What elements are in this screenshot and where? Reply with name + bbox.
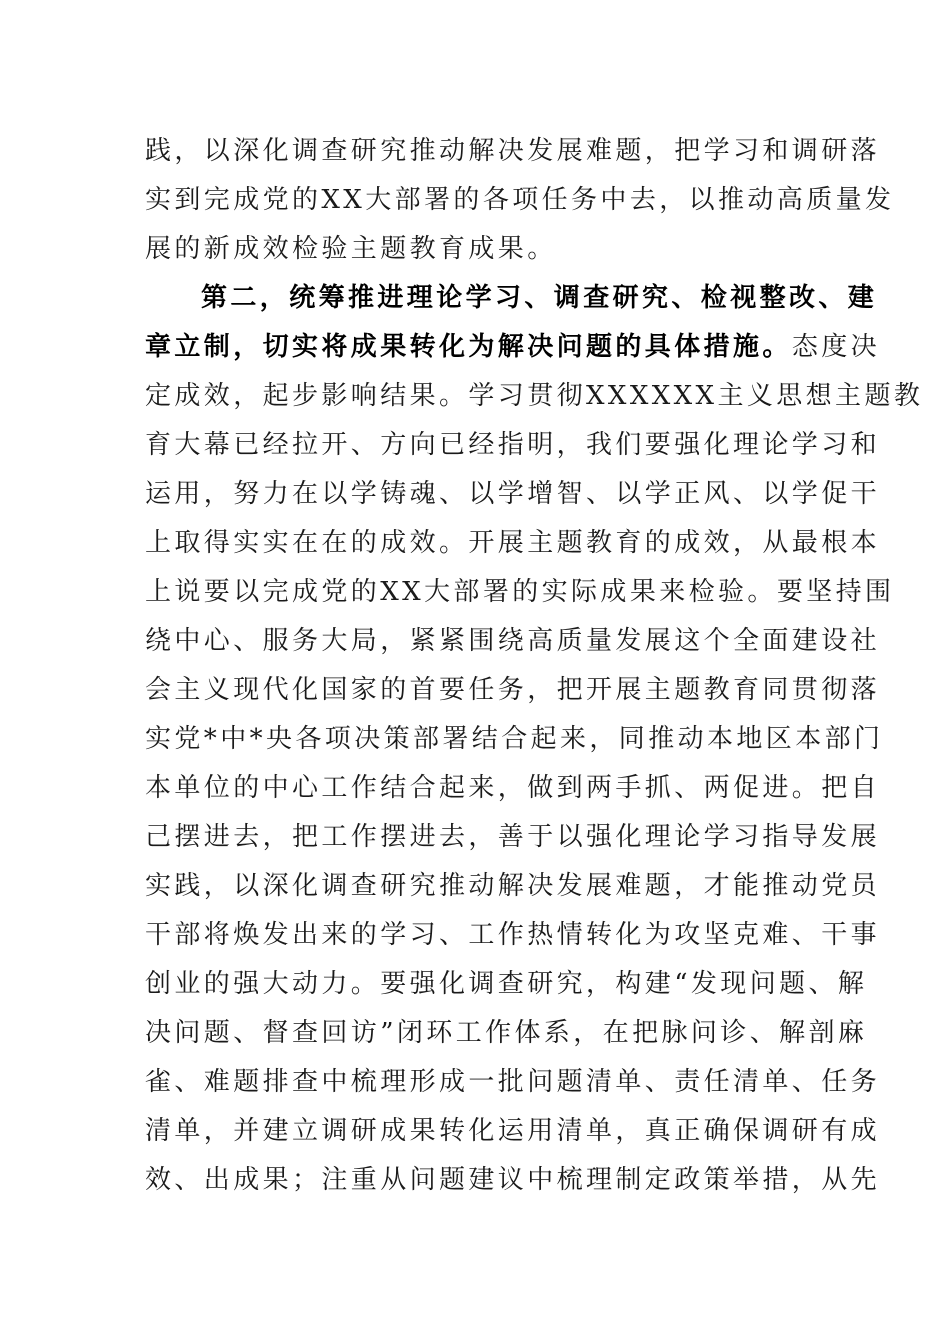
paragraph-2-line: 雀、难题排查中梳理形成一批问题清单、责任清单、任务 [145, 1067, 881, 1097]
document-page [145, 127, 924, 1205]
paragraph-2-line: 本单位的中心工作结合起来，做到两手抓、两促进。把自 [145, 773, 881, 803]
paragraph-2-line-2-rest: 态度决 [791, 332, 881, 362]
paragraph-2-line: 上说要以完成党的XX大部署的实际成果来检验。要坚持围 [145, 577, 895, 607]
paragraph-2-line: 清单，并建立调研成果转化运用清单，真正确保调研有成 [145, 1116, 881, 1146]
paragraph-2-line: 育大幕已经拉开、方向已经指明，我们要强化理论学习和 [145, 430, 881, 460]
paragraph-2-line-2 [145, 323, 881, 372]
paragraph-2-line: 效、出成果；注重从问题建议中梳理制定政策举措，从先 [145, 1165, 881, 1195]
paragraph-2-line-1 [145, 274, 878, 323]
paragraph-2-heading-part-1: 第二，统筹推进理论学习、调查研究、检视整改、建 [201, 283, 878, 313]
paragraph-2-line: 实践，以深化调查研究推动解决发展难题，才能推动党员 [145, 871, 881, 901]
paragraph-2-heading-part-2: 章立制，切实将成果转化为解决问题的具体措施。 [145, 332, 792, 362]
paragraph-2-line: 绕中心、服务大局，紧紧围绕高质量发展这个全面建设社 [145, 626, 881, 656]
paragraph-2-line: 上取得实实在在的成效。开展主题教育的成效，从最根本 [145, 528, 881, 558]
paragraph-2-line: 己摆进去，把工作摆进去，善于以强化理论学习指导发展 [145, 822, 881, 852]
paragraph-2-line: 决问题、督查回访”闭环工作体系，在把脉问诊、解剖麻 [145, 1018, 868, 1048]
paragraph-1-line-1: 践，以深化调查研究推动解决发展难题，把学习和调研落 [145, 136, 881, 166]
paragraph-2-line: 会主义现代化国家的首要任务，把开展主题教育同贯彻落 [145, 675, 881, 705]
paragraph-2-line: 创业的强大动力。要强化调查研究，构建“发现问题、解 [145, 969, 868, 999]
paragraph-2-line: 定成效，起步影响结果。学习贯彻XXXXXX主义思想主题教 [145, 381, 924, 411]
paragraph-2-line: 实党*中*央各项决策部署结合起来，同推动本地区本部门 [145, 724, 884, 754]
paragraph-2-line: 运用，努力在以学铸魂、以学增智、以学正风、以学促干 [145, 479, 881, 509]
paragraph-1-line-3: 展的新成效检验主题教育成果。 [145, 234, 557, 264]
paragraph-1-line-2: 实到完成党的XX大部署的各项任务中去，以推动高质量发 [145, 185, 895, 215]
paragraph-2-line: 干部将焕发出来的学习、工作热情转化为攻坚克难、干事 [145, 920, 881, 950]
